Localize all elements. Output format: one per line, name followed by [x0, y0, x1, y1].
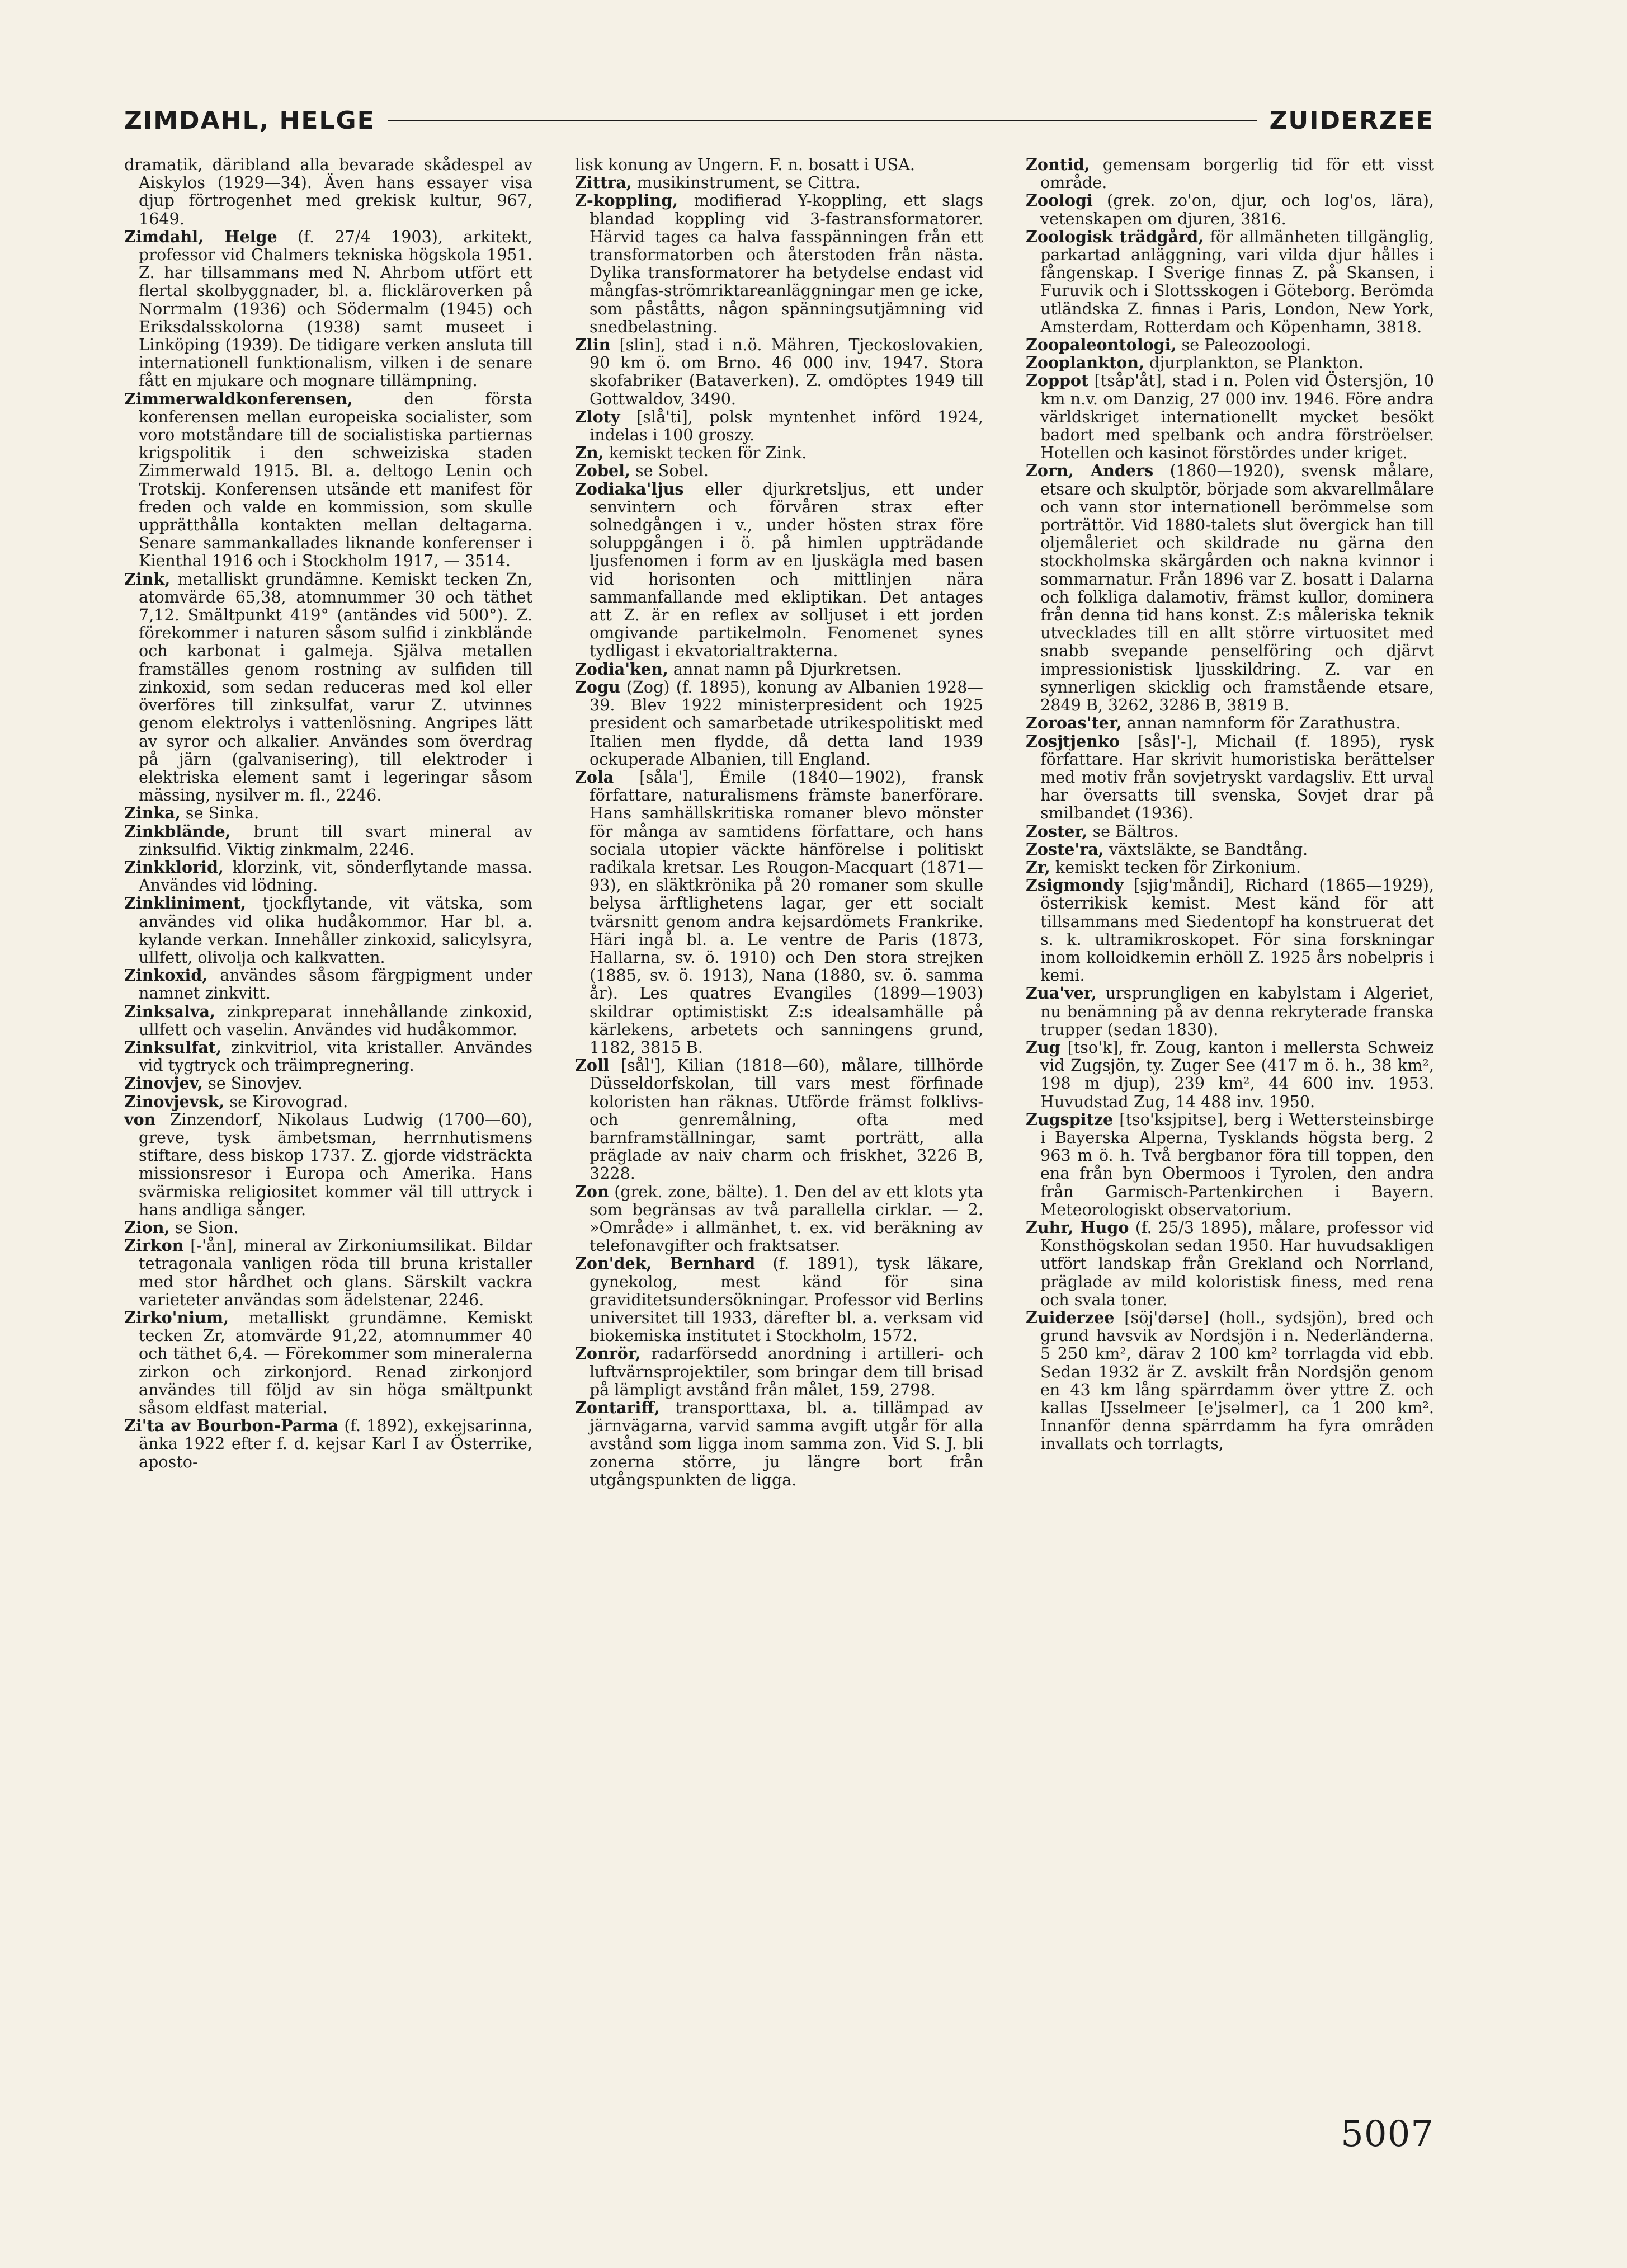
- dictionary-entry: [1026, 1309, 1434, 1453]
- entry-headword: Zosjtjenko: [1026, 731, 1120, 751]
- entry-headword: Zoll: [575, 1056, 610, 1075]
- entry-headword: Zirko'nium,: [124, 1308, 229, 1327]
- dictionary-entry: [575, 156, 983, 173]
- entry-definition: se Sobel.: [630, 461, 709, 481]
- dictionary-entry: [1026, 840, 1434, 858]
- entry-headword: Zn,: [575, 443, 604, 463]
- dictionary-entry: [575, 1056, 983, 1182]
- entry-definition: eller djurkretsljus, ett under senvintern och förvåren strax efter solnedgången i v., under hösten strax före soluppgången i ö. på himlen uppträdande ljusfenomen i form av en ljuskägla med basen vid horisonten och mittlinjen nära sammanfallande med ekliptikan. Det antages att Z. är en reflex av solljuset i ett jorden omgivande partikelmoln. Fenomenet synes tydligast i ekvatorialtrakterna.: [590, 479, 983, 661]
- dictionary-entry: [575, 768, 983, 1056]
- header-right-guideword: ZUIDERZEE: [1269, 106, 1434, 135]
- entry-headword: Zoppot: [1026, 371, 1089, 390]
- dictionary-entry: [1026, 354, 1434, 371]
- dictionary-entry: [124, 1111, 532, 1218]
- entry-definition: kemiskt tecken för Zirkonium.: [1050, 857, 1301, 877]
- entry-definition: lisk konung av Ungern. F. n. bosatt i USA.: [575, 156, 915, 174]
- dictionary-entry: [124, 1417, 532, 1471]
- dictionary-entry: [124, 390, 532, 570]
- entry-definition: [tso'k], fr. Zoug, kanton i mellersta Schweiz vid Zugsjön, ty. Zuger See (417 m ö. h., 38 km², 198 m djup), 239 km², 44 600 inv. 1953. Huvudstad Zug, 14 488 inv. 1950.: [1040, 1037, 1434, 1111]
- entry-headword: Zimmerwaldkonferensen,: [124, 389, 353, 408]
- entry-headword: Zi'ta av Bourbon-Parma: [124, 1416, 339, 1436]
- entry-definition: Zinzendorf, Nikolaus Ludwig (1700—60), greve, tysk ämbetsman, herrnhutismens stiftare, dess biskop 1737. Z. gjorde vidsträckta missionsresor i Europa och Amerika. Hans svärmiska religiositet kommer väl till uttryck i hans andliga sånger.: [139, 1109, 532, 1219]
- entry-headword: Zon'dek, Bernhard: [575, 1254, 756, 1273]
- dictionary-entry: [575, 191, 983, 336]
- entry-definition: metalliskt grundämne. Kemiskt tecken Zn, atomvärde 65,38, atomnummer 30 och täthet 7,12. Smältpunkt 419° (antändes vid 500°). Z. förekommer i naturen såsom sulfid i zinkblände och karbonat i galmeja. Själva metallen framställes genom rostning av sulfiden till zinkoxid, som sedan reduceras med kol eller överföres till zinksulfat, varur Z. utvinnes genom elektrolys i vattenlösning. Angripes lätt av syror och alkalier. Användes som överdrag på järn (galvanisering), till elektroder i elektriska element samt i legeringar såsom mässing, nysilver m. fl., 2246.: [139, 569, 532, 805]
- entry-definition: [såla'], Émile (1840—1902), fransk författare, naturalismens främste banerförare. Hans samhällskritiska romaner blevo mönster för många av samtidens författare, och hans sociala utopier väckte hänförelse i politiskt radikala kretsar. Les Rougon-Macquart (1871—93), en släktkrönika på 20 romaner som skulle belysa ärftlighetens lagar, ger ett socialt tvärsnitt genom andra kejsardömets Frankrike. Häri ingå bl. a. Le ventre de Paris (1873, Hallarna, sv. ö. 1910) och Den stora strejken (1885, sv. ö. 1913), Nana (1880, sv. ö. samma år). Les quatres Evangiles (1899—1903) skildrar optimistiskt Z:s idealsamhälle på kärlekens, arbetets och sanningens grund, 1182, 3815 B.: [590, 767, 983, 1057]
- entry-headword: Zuhr, Hugo: [1026, 1217, 1129, 1237]
- dictionary-entry: [124, 1236, 532, 1309]
- entry-headword: Zirkon: [124, 1236, 184, 1255]
- entry-definition: ursprungligen en kabylstam i Algeriet, nu benämning på av denna rekryterade franska trupper (sedan 1830).: [1040, 984, 1434, 1039]
- entry-definition: (Zog) (f. 1895), konung av Albanien 1928—39. Blev 1922 ministerpresident och 1925 president och samarbetade utrikespolitiskt med Italien men flydde, då detta land 1939 ockuperade Albanien, till England.: [590, 677, 983, 769]
- entry-definition: musikinstrument, se Cittra.: [631, 173, 860, 192]
- entry-headword: Zooplankton,: [1026, 353, 1145, 373]
- entry-definition: djurplankton, se Plankton.: [1144, 353, 1364, 373]
- entry-headword: Zinkblände,: [124, 821, 231, 841]
- entry-definition: [slin], stad i n.ö. Mähren, Tjeckoslovakien, 90 km ö. om Brno. 46 000 inv. 1947. Stora skofabriker (Bataverken). Z. omdöptes 1949 till Gottwaldov, 3490.: [590, 335, 983, 408]
- header-left-guideword: ZIMDAHL, HELGE: [124, 106, 375, 135]
- entry-headword: Zion,: [124, 1217, 170, 1237]
- dictionary-entry: [1026, 714, 1434, 732]
- text-columns: [124, 156, 1434, 2080]
- entry-headword: Zr,: [1026, 857, 1050, 877]
- entry-definition: se Kirovograd.: [224, 1091, 348, 1111]
- entry-definition: [slå'ti], polsk myntenhet införd 1924, indelas i 100 groszy.: [590, 407, 983, 445]
- entry-headword: Zoste'ra,: [1026, 839, 1104, 859]
- dictionary-entry: [575, 462, 983, 479]
- entry-definition: (1860—1920), svensk målare, etsare och skulptör, började som akvarellmålare och vann stor internationell berömmelse som porträttör. Vid 1880-talets slut övergick han till oljemåleriet och skildrade nu gärna den stockholmska skärgården och nakna kvinnor i sommarnatur. Från 1896 var Z. bosatt i Dalarna och folkliga dalamotiv, främst kullor, dominera från denna tid hans konst. Z:s måleriska teknik utvecklades till en allt större virtuositet med snabb svepande penselföring och djärvt impressionistisk ljusskildring. Z. var en synnerligen skicklig och framstående etsare, 2849 B, 3262, 3286 B, 3819 B.: [1040, 461, 1434, 715]
- dictionary-entry: [575, 173, 983, 191]
- column-2: [575, 156, 983, 1489]
- dictionary-entry: [575, 1399, 983, 1489]
- entry-definition: för allmänheten tillgänglig, parkartad anläggning, vari vilda djur hålles i fångenskap. I Sverige finnas Z. på Skansen, i Furuvik och i Slottsskogen i Göteborg. Berömda utländska Z. finnas i Paris, London, New York, Amsterdam, Rotterdam och Köpenhamn, 3818.: [1040, 227, 1434, 336]
- entry-headword: Zlin: [575, 335, 611, 355]
- dictionary-entry: [1026, 156, 1434, 191]
- entry-definition: [söj'dərse] (holl., sydsjön), bred och grund havsvik av Nordsjön i n. Nederländerna. 5 250 km², därav 2 100 km² torrlagda vid ebb. Sedan 1932 är Z. avskilt från Nordsjön genom en 43 km lång spärrdamm över yttre Z. och kallas IJsselmeer [e'jsəlmer], ca 1 200 km². Innanför denna spärrdamm ha fyra områden invallats och torrlagts,: [1040, 1308, 1434, 1453]
- entry-definition: se Sion.: [169, 1217, 239, 1237]
- entry-definition: (f. 1892), exkejsarinna, änka 1922 efter f. d. kejsar Karl I av Österrike, aposto-: [139, 1416, 532, 1471]
- entry-definition: användes såsom färgpigment under namnet zinkvitt.: [139, 966, 532, 1003]
- dictionary-entry: [124, 1309, 532, 1417]
- column-3: [1026, 156, 1434, 1453]
- entry-headword: Zodia'ken,: [575, 659, 668, 679]
- dictionary-entry: [575, 1254, 983, 1344]
- dictionary-entry: [575, 336, 983, 408]
- entry-definition: radarförsedd anordning i artilleri- och luftvärnsprojektiler, som bringar dem till brisad på lämpligt avstånd från målet, 159, 2798.: [590, 1344, 983, 1399]
- dictionary-entry: [1026, 462, 1434, 714]
- dictionary-entry: [124, 894, 532, 966]
- entry-headword: Zon: [575, 1182, 609, 1201]
- entry-headword: Zugspitze: [1026, 1109, 1114, 1129]
- dictionary-entry: [124, 1218, 532, 1236]
- entry-headword: Z-koppling,: [575, 191, 678, 210]
- entry-definition: (grek. zone, bälte). 1. Den del av ett klots yta som begränsas av två parallella cirklar. — 2. »Område» i allmänhet, t. ex. vid beräkning av telefonavgifter och fraktsatser.: [590, 1182, 983, 1255]
- entry-headword: Zorn, Anders: [1026, 461, 1154, 481]
- dictionary-entry: [1026, 1111, 1434, 1218]
- dictionary-entry: [1026, 371, 1434, 462]
- dictionary-entry: [1026, 191, 1434, 227]
- entry-headword: Zimdahl, Helge: [124, 227, 277, 246]
- entry-definition: (f. 1891), tysk läkare, gynekolog, mest känd för sina graviditetsundersökningar. Professor vid Berlins universitet till 1933, därefter bl. a. verksam vid biokemiska institutet i Stockholm, 1572.: [590, 1254, 983, 1345]
- dictionary-entry: [1026, 1218, 1434, 1309]
- entry-headword: Zinkklorid,: [124, 857, 224, 877]
- entry-definition: se Bältros.: [1087, 821, 1179, 841]
- entry-headword: Zinksalva,: [124, 1001, 215, 1021]
- dictionary-entry: [124, 858, 532, 894]
- entry-headword: Zoologi: [1026, 191, 1093, 210]
- entry-headword: Zinksulfat,: [124, 1037, 222, 1057]
- entry-definition: [sål'], Kilian (1818—60), målare, tillhörde Düsseldorfskolan, till vars mest förfinade koloristen han räknas. Utförde främst folklivs- och genremålning, ofta med barnframställningar, samt porträtt, alla präglade av naiv charm och friskhet, 3226 B, 3228.: [590, 1056, 983, 1183]
- entry-definition: transporttaxa, bl. a. tillämpad av järnvägarna, varvid samma avgift utgår för alla avstånd som ligga inom samma zon. Vid S. J. bli zonerna större, ju längre bort från utgångspunkten de ligga.: [590, 1398, 983, 1489]
- entry-definition: brunt till svart mineral av zinksulfid. Viktig zinkmalm, 2246.: [139, 821, 532, 859]
- dictionary-entry: [1026, 732, 1434, 822]
- entry-definition: modifierad Y-koppling, ett slags blandad koppling vid 3-fastransformatorer. Härvid tages ca halva fasspänningen från ett transformatorben och återstoden från nästa. Dylika transformatorer ha betydelse endast vid mångfas-strömriktareanläggningar men ge icke, som påståtts, någon spänningsutjämning vid snedbelastning.: [590, 191, 983, 336]
- entry-definition: [sås]'-], Michail (f. 1895), rysk författare. Har skrivit humoristiska berättelser med motiv från sovjetryskt vardagsliv. Ett urval har översatts till svenska, Sovjet drar på smilbandet (1936).: [1040, 731, 1434, 823]
- entry-definition: (f. 25/3 1895), målare, professor vid Konsthögskolan sedan 1950. Har huvudsakligen utfört landskap från Grekland och Norrland, präglade av mild koloristisk finess, med rena och svala toner.: [1040, 1217, 1434, 1309]
- entry-definition: dramatik, däribland alla bevarade skådespel av Aiskylos (1929—34). Även hans essayer visa djup förtrogenhet med grekisk kultur, 967, 1649.: [124, 156, 532, 228]
- entry-headword: Zoopaleontologi,: [1026, 335, 1177, 355]
- entry-headword: Zsigmondy: [1026, 876, 1124, 895]
- entry-definition: (f. 27/4 1903), arkitekt, professor vid Chalmers tekniska högskola 1951. Z. har tillsammans med N. Ahrbom utfört ett flertal skolbyggnader, bl. a. flickläroverken på Norrmalm (1936) och Södermalm (1945) och Eriksdalsskolorna (1938) samt museet i Linköping (1939). De tidigare verken ansluta till internationell funktionalism, vilken i de senare fått en mjukare och mognare tillämpning.: [139, 227, 532, 390]
- dictionary-entry: [124, 822, 532, 858]
- dictionary-entry: [1026, 984, 1434, 1038]
- entry-headword: Zinka,: [124, 803, 181, 823]
- entry-headword: Zinovjevsk,: [124, 1091, 225, 1111]
- entry-definition: [tsåp'åt], stad i n. Polen vid Östersjön, 10 km n.v. om Danzig, 27 000 inv. 1946. Före andra världskriget internationellt mycket besökt badort med spelbank och andra förströelser. Hotellen och kasinot förstördes under kriget.: [1040, 371, 1434, 463]
- dictionary-entry: [575, 678, 983, 768]
- entry-definition: kemiskt tecken för Zink.: [603, 443, 807, 463]
- entry-headword: Zontid,: [1026, 156, 1090, 174]
- entry-headword: Zodiaka'ljus: [575, 479, 684, 498]
- dictionary-entry: [1026, 822, 1434, 840]
- dictionary-entry: [1026, 858, 1434, 876]
- entry-headword: Zloty: [575, 407, 620, 426]
- dictionary-entry: [124, 804, 532, 822]
- entry-headword: Zittra,: [575, 173, 632, 192]
- entry-headword: Zinovjev,: [124, 1074, 203, 1093]
- entry-definition: se Sinovjev.: [203, 1074, 303, 1093]
- entry-headword: Zink,: [124, 569, 171, 589]
- entry-definition: zinkvitriol, vita kristaller. Användes vid tygtryck och träimpregnering.: [139, 1037, 532, 1075]
- entry-definition: tjockflytande, vit vätska, som användes vid olika hudåkommor. Har bl. a. kylande verkan. Innehåller zinkoxid, salicylsyra, ullfett, olivolja och kalkvatten.: [139, 893, 532, 967]
- dictionary-entry: [124, 1003, 532, 1038]
- entry-headword: Zoologisk trädgård,: [1026, 227, 1204, 246]
- entry-headword: Zonrör,: [575, 1344, 641, 1363]
- entry-definition: annat namn på Djurkretsen.: [668, 659, 902, 679]
- entry-headword: Zuiderzee: [1026, 1308, 1115, 1327]
- entry-headword: Zoroas'ter,: [1026, 713, 1122, 733]
- entry-definition: se Sinka.: [180, 803, 260, 823]
- entry-definition: se Paleozoologi.: [1176, 335, 1311, 355]
- entry-definition: [-'ån], mineral av Zirkoniumsilikat. Bildar tetragonala vanligen röda till bruna kristaller med stor hårdhet och glans. Särskilt vackra varieteter användas som ädelstenar, 2246.: [139, 1236, 532, 1309]
- entry-headword: Zola: [575, 767, 614, 787]
- dictionary-entry: [1026, 336, 1434, 354]
- entry-definition: metalliskt grundämne. Kemiskt tecken Zr, atomvärde 91,22, atomnummer 40 och täthet 6,4. — Förekommer som mineralerna zirkon och zirkonjord. Renad zirkonjord användes till följd av sin höga smältpunkt såsom eldfast material.: [139, 1308, 532, 1418]
- page-number: 5007: [1341, 2114, 1434, 2155]
- entry-definition: gemensam borgerlig tid för ett visst område.: [1040, 156, 1434, 192]
- dictionary-entry: [575, 1344, 983, 1399]
- dictionary-entry: [575, 660, 983, 678]
- dictionary-entry: [1026, 1038, 1434, 1111]
- entry-headword: Zinkliniment,: [124, 893, 247, 913]
- entry-headword: Zogu: [575, 677, 620, 697]
- entry-definition: växtsläkte, se Bandtång.: [1103, 839, 1308, 859]
- entry-definition: annan namnform för Zarathustra.: [1121, 713, 1401, 733]
- dictionary-entry: [1026, 876, 1434, 984]
- dictionary-entry: [124, 156, 532, 228]
- entry-headword: von: [124, 1109, 156, 1129]
- entry-headword: Zug: [1026, 1037, 1060, 1057]
- entry-headword: Zoster,: [1026, 821, 1088, 841]
- dictionary-entry: [575, 408, 983, 444]
- dictionary-entry: [124, 570, 532, 804]
- entry-definition: [sjig'måndi], Richard (1865—1929), österrikisk kemist. Mest känd för att tillsammans med Siedentopf ha konstruerat det s. k. ultramikroskopet. För sina forskningar inom kolloidkemin erhöll Z. 1925 års nobelpris i kemi.: [1040, 876, 1434, 985]
- entry-headword: Zontariff,: [575, 1398, 660, 1418]
- entry-headword: Zinkoxid,: [124, 966, 208, 985]
- dictionary-entry: [575, 444, 983, 462]
- entry-headword: Zobel,: [575, 461, 630, 481]
- dictionary-entry: [124, 966, 532, 1002]
- dictionary-entry: [575, 1183, 983, 1255]
- dictionary-entry: [124, 1074, 532, 1092]
- entry-headword: Zua'ver,: [1026, 984, 1097, 1003]
- dictionary-entry: [124, 1038, 532, 1074]
- running-header: [124, 101, 1434, 140]
- entry-definition: [tso'ksjpitse], berg i Wettersteinsbirge i Bayerska Alperna, Tysklands högsta berg. 2 963 m ö. h. Två bergbanor föra till toppen, den ena från byn Obermoos i Tyrolen, den andra från Garmisch-Partenkirchen i Bayern. Meteorologiskt observatorium.: [1040, 1109, 1434, 1219]
- entry-definition: klorzink, vit, sönderflytande massa. Användes vid lödning.: [139, 857, 532, 895]
- entry-definition: den första konferensen mellan europeiska socialister, som voro motståndare till de socialistiska partiernas krigspolitik i den schweiziska staden Zimmerwald 1915. Bl. a. deltogo Lenin och Trotskij. Konferensen utsände ett manifest för freden och valde en kommission, som skulle upprätthålla kontakten mellan deltagarna. Senare sammankallades liknande konferenser i Kienthal 1916 och i Stockholm 1917, — 3514.: [139, 389, 532, 571]
- entry-definition: (grek. zo'on, djur, och log'os, lära), vetenskapen om djuren, 3816.: [1040, 191, 1434, 228]
- column-1: [124, 156, 532, 1471]
- dictionary-entry: [575, 480, 983, 660]
- entry-definition: zinkpreparat innehållande zinkoxid, ullfett och vaselin. Användes vid hudåkommor.: [139, 1001, 532, 1039]
- header-rule: [388, 120, 1257, 121]
- dictionary-entry: [1026, 228, 1434, 336]
- dictionary-entry: [124, 228, 532, 390]
- dictionary-entry: [124, 1093, 532, 1111]
